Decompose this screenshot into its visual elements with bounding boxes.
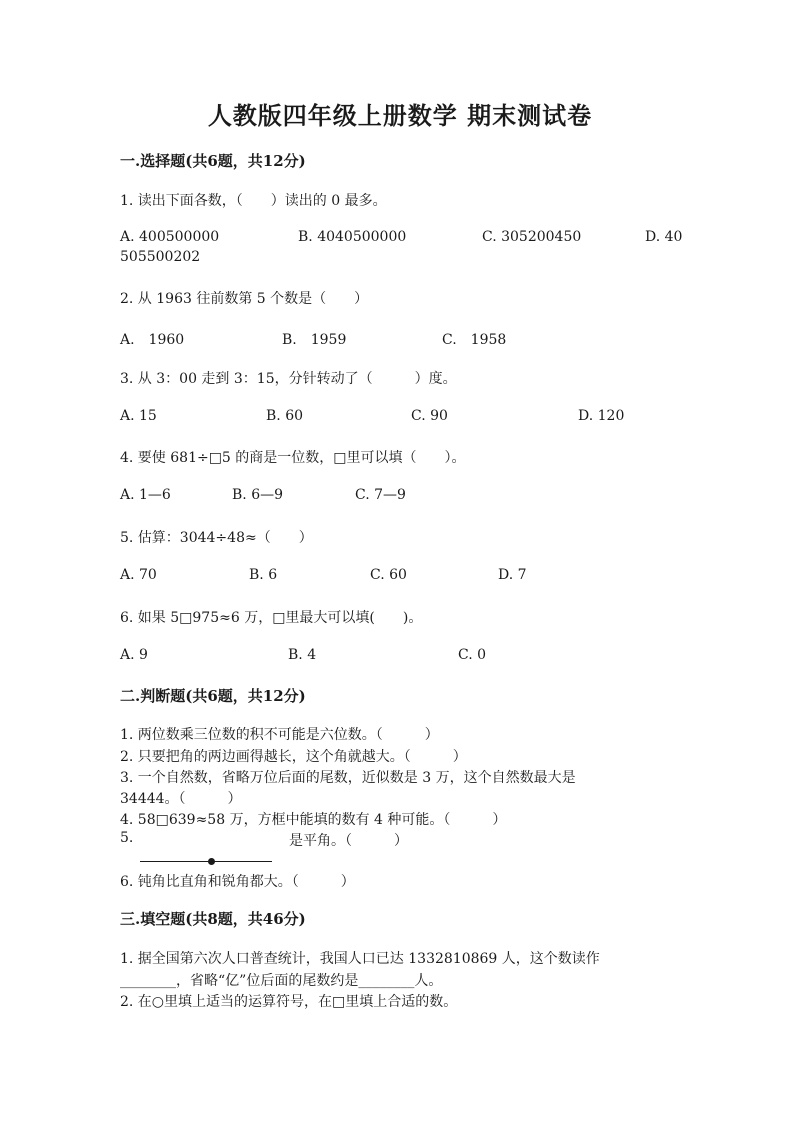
option-c: C. 0 [458, 647, 487, 663]
option-c: C. 60 [370, 567, 407, 583]
judgement-line: 4. 58□639≈58 万，方框中能填的数有 4 种可能。（ ） [120, 812, 507, 828]
option-d: D. 120 [578, 408, 625, 424]
question-5: 5. 估算：3044÷48≈（ ） [120, 530, 313, 546]
judgement-number: 5. [120, 830, 134, 846]
straight-angle-line [140, 861, 272, 862]
option-c: C. 90 [411, 408, 448, 424]
fill-line: 2. 在○里填上适当的运算符号，在□里填上合适的数。 [120, 994, 458, 1010]
question-6: 6. 如果 5□975≈6 万，□里最大可以填( )。 [120, 610, 423, 626]
option-b: B. 1959 [282, 332, 347, 348]
option-c: C. 305200450 [482, 229, 582, 245]
option-b: B. 6—9 [232, 487, 284, 503]
question-4: 4. 要使 681÷□5 的商是一位数，□里可以填（ ）。 [120, 450, 466, 466]
option-d-wrap: 505500202 [120, 249, 201, 265]
section-heading-judgement: 二.判断题(共6题，共12分) [120, 687, 306, 705]
option-a: A. 400500000 [120, 229, 220, 245]
option-d: D. 40 [645, 229, 683, 245]
question-3: 3. 从 3：00 走到 3：15，分针转动了（ ）度。 [120, 371, 457, 387]
option-b: B. 6 [249, 567, 278, 583]
option-a: A. 1960 [120, 332, 185, 348]
option-a: A. 70 [120, 567, 157, 583]
option-b: B. 60 [266, 408, 304, 424]
option-b: B. 4 [288, 647, 317, 663]
option-d: D. 7 [498, 567, 527, 583]
question-1: 1. 读出下面各数，（ ）读出的 0 最多。 [120, 193, 387, 209]
judgement-line: 6. 钝角比直角和锐角都大。（ ） [120, 874, 355, 890]
option-a: A. 15 [120, 408, 157, 424]
judgement-line: 2. 只要把角的两边画得越长，这个角就越大。（ ） [120, 749, 467, 765]
option-c: C. 1958 [442, 332, 507, 348]
fill-line: 1. 据全国第六次人口普查统计，我国人口已达 1332810869 人，这个数读作 [120, 951, 600, 967]
judgement-line: 3. 一个自然数，省略万位后面的尾数，近似数是 3 万，这个自然数最大是 [120, 770, 576, 786]
fill-line: ________，省略“亿”位后面的尾数约是________人。 [120, 973, 443, 989]
option-c: C. 7—9 [355, 487, 406, 503]
question-2: 2. 从 1963 往前数第 5 个数是（ ） [120, 291, 369, 307]
judgement-line: 34444。（ ） [120, 791, 242, 807]
section-heading-choice: 一.选择题(共6题，共12分) [120, 152, 306, 170]
option-b: B. 4040500000 [298, 229, 407, 245]
page-title: 人教版四年级上册数学 期末测试卷 [207, 101, 593, 130]
option-a: A. 9 [120, 647, 148, 663]
option-a: A. 1—6 [120, 487, 171, 503]
judgement-line: 1. 两位数乘三位数的积不可能是六位数。（ ） [120, 727, 439, 743]
judgement-line: 是平角。（ ） [289, 833, 408, 849]
vertex-dot [208, 858, 215, 865]
section-heading-fill: 三.填空题(共8题，共46分) [120, 910, 306, 928]
